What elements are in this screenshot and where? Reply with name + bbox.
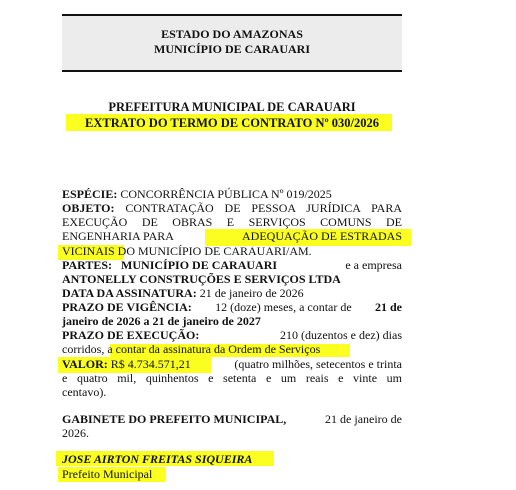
objeto-line3: ENGENHARIA PARA ADEQUAÇÃO DE ESTRADAS — [62, 229, 402, 243]
assinatura-line: DATA DA ASSINATURA: 21 de janeiro de 2026 — [62, 286, 304, 300]
partes-party2: ANTONELLY CONSTRUÇÕES E SERVIÇOS LTDA — [62, 272, 341, 286]
header-municipality: MUNICÍPIO DE CARAUARI — [154, 42, 310, 56]
header-box — [62, 14, 402, 72]
partes-line1: PARTES: MUNICÍPIO DE CARAUARI e a empresa — [62, 258, 402, 272]
objeto-line4: VICINAIS DO MUNICÍPIO DE CARAUARI/AM. — [62, 244, 312, 258]
signature-role: Prefeito Municipal — [62, 467, 153, 481]
partes-label: PARTES: — [62, 258, 113, 272]
signature-name: JOSE AIRTON FREITAS SIQUEIRA — [62, 452, 253, 466]
gabinete-line1: GABINETE DO PREFEITO MUNICIPAL, 21 de janeiro de — [62, 412, 402, 426]
objeto-label: OBJETO: — [62, 201, 115, 215]
valor-amount: R$ 4.734.571,21 — [110, 357, 191, 371]
valor-line3: centavo). — [62, 385, 107, 399]
title-extrato: EXTRATO DO TERMO DE CONTRATO Nº 030/2026 — [85, 116, 379, 130]
objeto-line2: EXECUÇÃO DE OBRAS E SERVIÇOS COMUNS DE — [62, 215, 402, 229]
execucao-line1: PRAZO DE EXECUÇÃO: 210 (duzentos e dez) dias — [62, 328, 402, 342]
objeto-line1: OBJETO: CONTRATAÇÃO DE PESSOA JURÍDICA PARA — [62, 201, 402, 215]
execucao-line2: corridos, a contar da assinatura da Ordem de Serviços — [62, 342, 321, 356]
partes-party1: MUNICÍPIO DE CARAUARI — [121, 258, 278, 272]
title-prefeitura: PREFEITURA MUNICIPAL DE CARAUARI — [108, 100, 356, 114]
valor-line2: e quatro mil, quinhentos e setenta e um reais e vinte um — [62, 371, 402, 385]
especie-value: CONCORRÊNCIA PÚBLICA Nº 019/2025 — [120, 187, 332, 201]
valor-line1: VALOR: R$ 4.734.571,21 (quatro milhões, setecentos e trinta — [62, 357, 402, 371]
gabinete-line2: 2026. — [62, 426, 89, 440]
vigencia-line2: janeiro de 2026 a 21 de janeiro de 2027 — [62, 314, 261, 328]
header-state: ESTADO DO AMAZONAS — [161, 27, 303, 41]
vigencia-line1: PRAZO DE VIGÊNCIA: 12 (doze) meses, a contar de 21 de — [62, 300, 402, 314]
especie-line — [62, 188, 332, 202]
especie-label: ESPÉCIE: — [62, 187, 118, 201]
